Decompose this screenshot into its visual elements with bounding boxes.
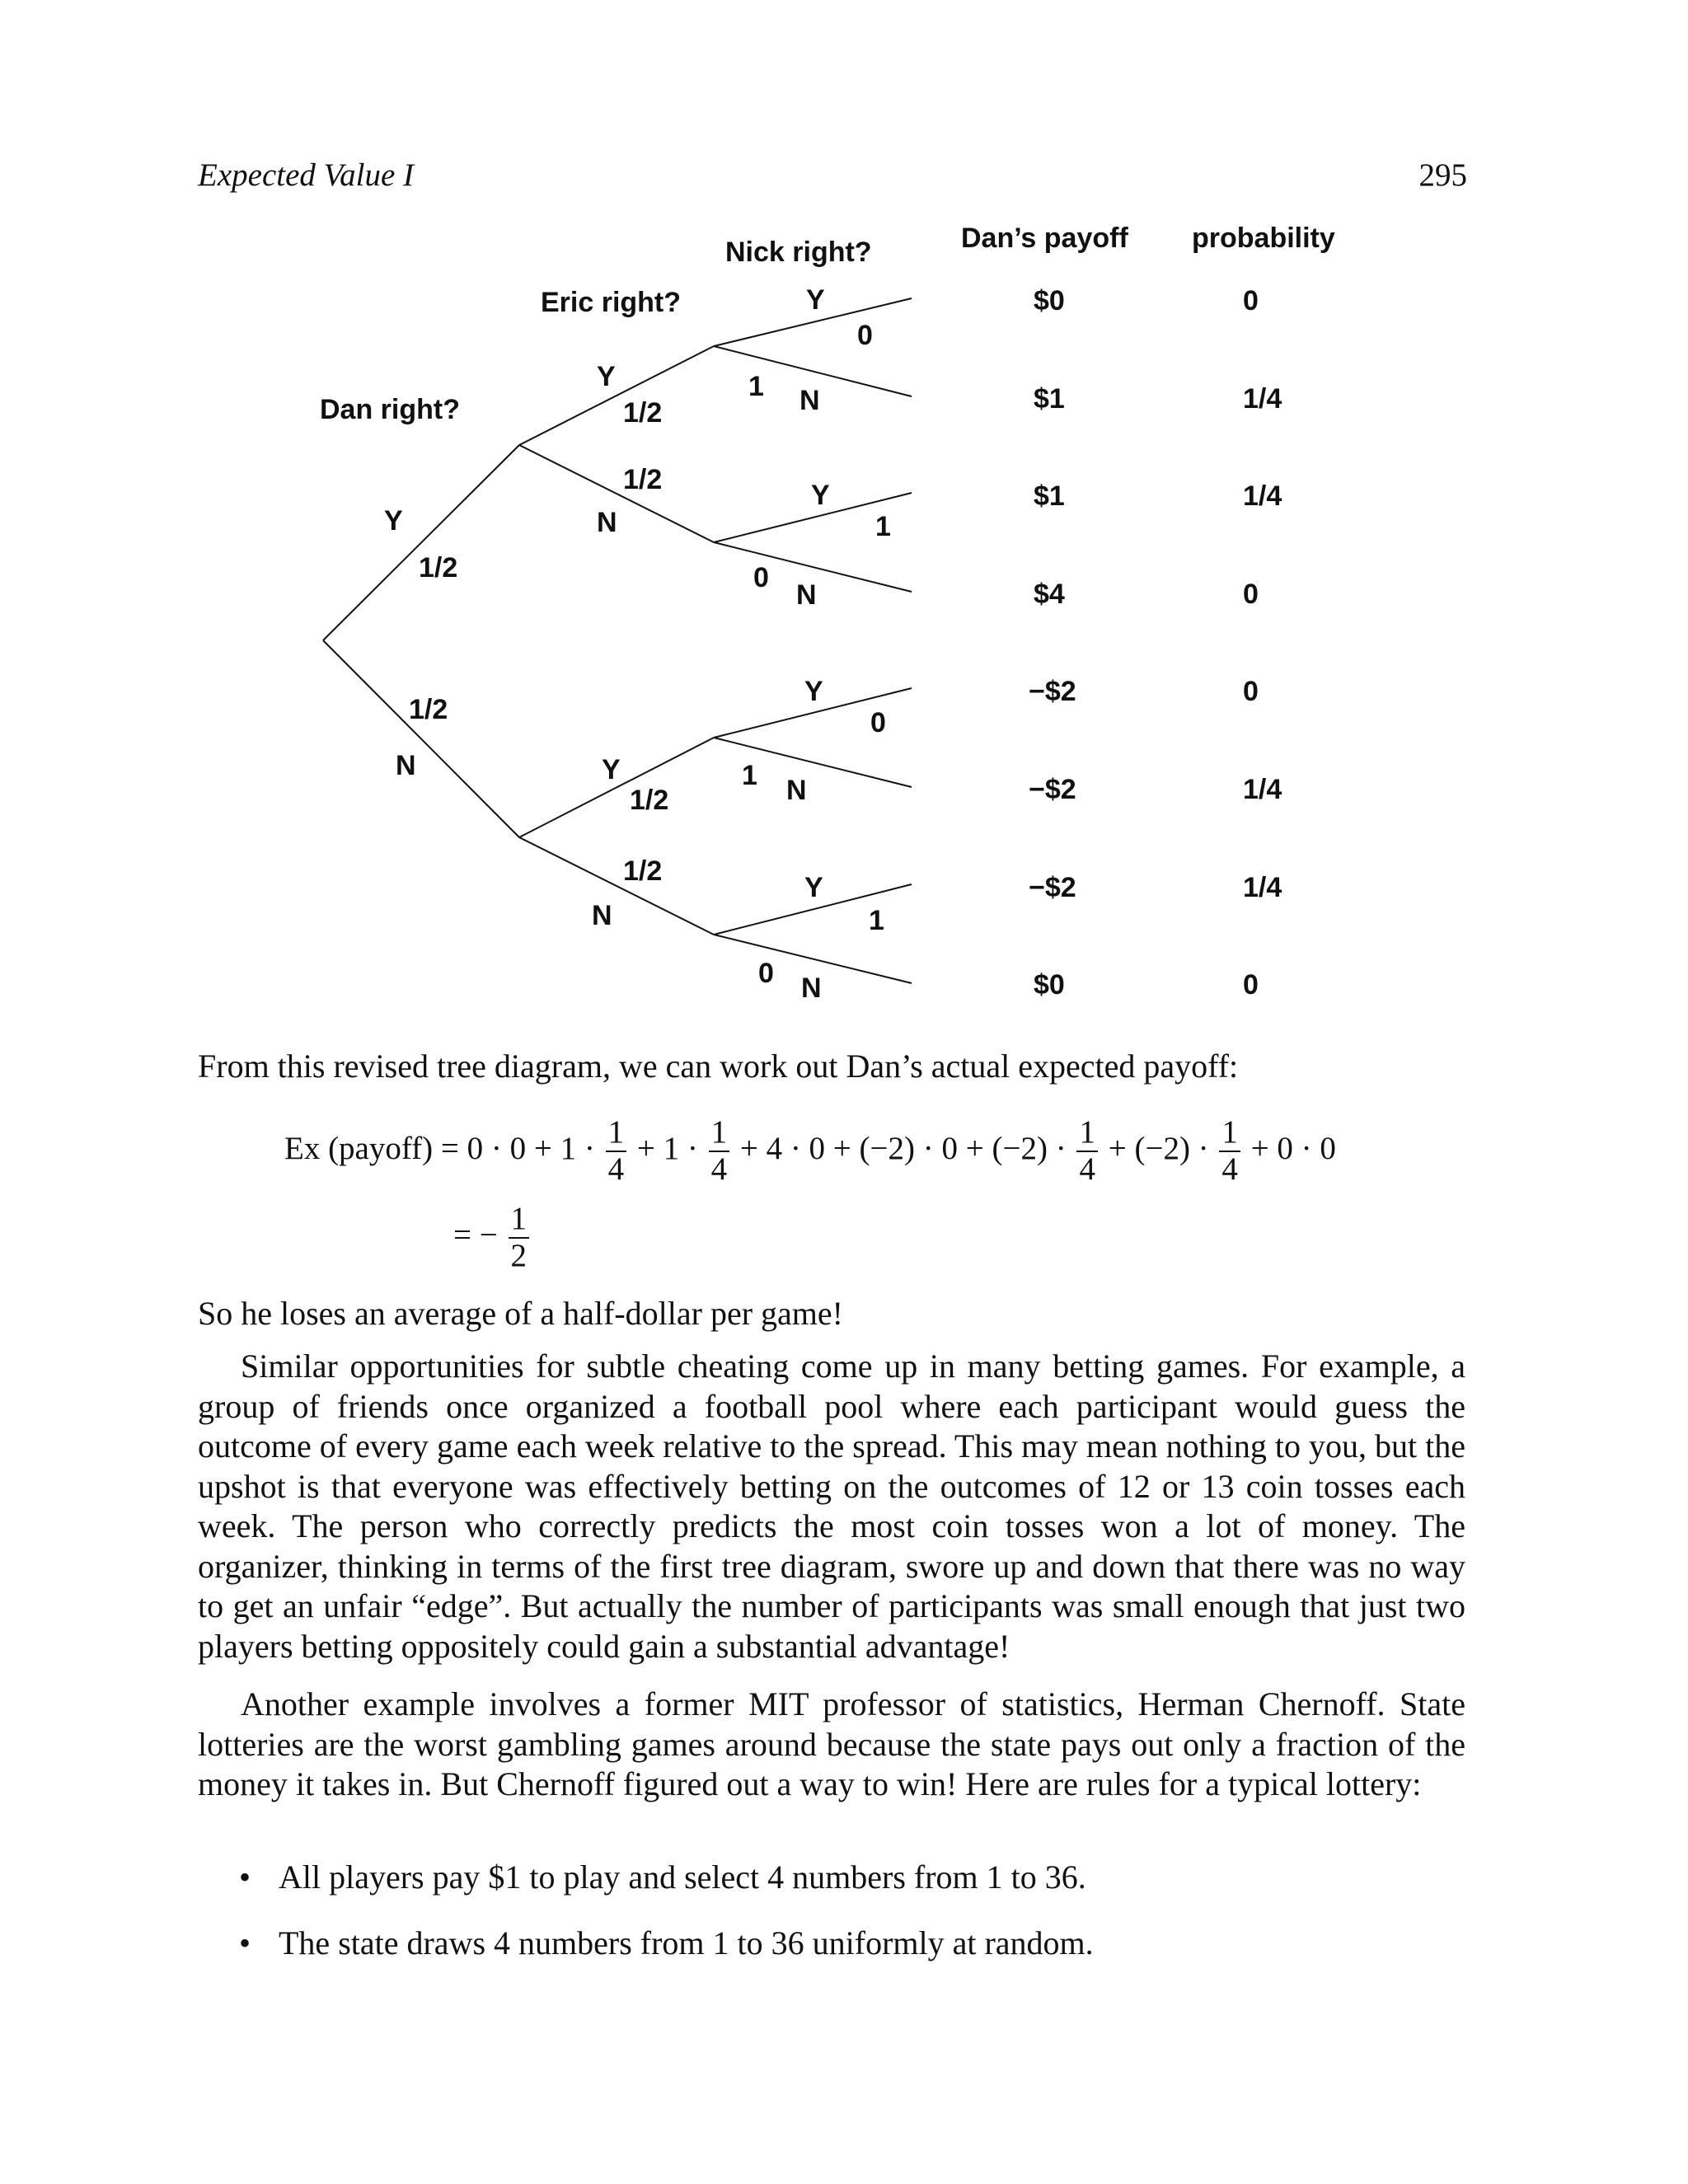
prob-dan-no: 1/2 bbox=[409, 694, 448, 725]
branch-eric-lower-no bbox=[519, 837, 714, 935]
label-eric-upper-no: N bbox=[597, 507, 617, 538]
probability-outcome-7: 1/4 bbox=[1243, 872, 1282, 903]
prob-nick-b-yes: 1 bbox=[875, 511, 891, 542]
branch-dan-yes bbox=[323, 445, 519, 640]
payoff-outcome-3: $1 bbox=[1034, 480, 1065, 512]
probability-outcome-5: 0 bbox=[1243, 676, 1259, 707]
prob-eric-upper-no: 1/2 bbox=[623, 464, 663, 495]
fraction-one-quarter: $\frac{1}{4}$ bbox=[709, 1115, 730, 1188]
prob-eric-lower-no: 1/2 bbox=[623, 855, 663, 887]
paragraph-football-pool: Similar opportunities for subtle cheating come up in many betting games. For example, a group of friends once organized a football pool where each participant would guess the outcome of every game each week relative to the spread. This may mean nothing to you, but the upshot is that everyone was effectively betting on the outcomes of 12 or 13 coin tosses each week. The person who correctly predicts the most coin tosses won a lot of money. The organizer, thinking in terms of the first tree diagram, swore up and down that there was no way to get an unfair “edge”. But actually the number of participants was small enough that just two players betting oppositely could gain a substantial advantage! bbox=[198, 1347, 1465, 1665]
branch-eric-upper-yes bbox=[519, 346, 714, 445]
payoff-outcome-4: $4 bbox=[1034, 579, 1065, 610]
paragraph-chernoff: Another example involves a former MIT professor of statistics, Herman Chernoff. State lotteries are the worst gambling games around because the state pays out only a fraction of the money it takes in. But Chernoff figured out a way to win! Here are rules for a typical lottery: bbox=[198, 1685, 1465, 1802]
header-nick-right: Nick right? bbox=[725, 237, 872, 268]
label-nick-a-no: N bbox=[799, 385, 820, 416]
equation-term-2: + 1 · bbox=[636, 1130, 698, 1166]
label-nick-b-yes: Y bbox=[811, 480, 830, 511]
fraction-one-half: $\frac{1}{2}$ bbox=[509, 1202, 530, 1274]
prob-nick-a-yes: 0 bbox=[857, 320, 873, 351]
page-number: 295 bbox=[1418, 157, 1467, 193]
header-eric-right: Eric right? bbox=[541, 287, 682, 318]
fraction-one-quarter: $\frac{1}{4}$ bbox=[606, 1115, 627, 1188]
label-nick-b-no: N bbox=[796, 579, 817, 611]
probability-outcome-6: 1/4 bbox=[1243, 774, 1282, 805]
prob-nick-c-yes: 0 bbox=[870, 707, 886, 738]
header-dans-payoff: Dan’s payoff bbox=[961, 223, 1128, 254]
branch-eric-lower-yes bbox=[519, 738, 714, 837]
bullet-icon: • bbox=[239, 1858, 251, 1896]
prob-nick-a-no: 1 bbox=[748, 371, 764, 402]
equation-term-3: + 4 · 0 + (−2) · 0 + (−2) · bbox=[739, 1130, 1067, 1166]
label-nick-c-yes: Y bbox=[804, 676, 823, 707]
list-item: • All players pay $1 to play and select 4 numbers from 1 to 36. bbox=[239, 1858, 1086, 1896]
payoff-outcome-5: −$2 bbox=[1029, 676, 1076, 707]
prob-nick-b-no: 0 bbox=[753, 562, 769, 593]
probability-outcome-1: 0 bbox=[1243, 285, 1259, 316]
payoff-outcome-2: $1 bbox=[1034, 383, 1065, 415]
payoff-outcome-1: $0 bbox=[1034, 285, 1065, 316]
prob-eric-upper-yes: 1/2 bbox=[623, 397, 663, 429]
header-dan-right: Dan right? bbox=[320, 394, 460, 425]
payoff-outcome-8: $0 bbox=[1034, 969, 1065, 1001]
label-eric-lower-yes: Y bbox=[602, 754, 621, 785]
payoff-outcome-6: −$2 bbox=[1029, 774, 1076, 805]
prob-dan-yes: 1/2 bbox=[419, 552, 458, 583]
equation-result bbox=[453, 1202, 532, 1274]
prob-eric-lower-yes: 1/2 bbox=[630, 785, 669, 816]
probability-outcome-4: 0 bbox=[1243, 579, 1259, 610]
fraction-one-quarter: $\frac{1}{4}$ bbox=[1219, 1115, 1240, 1188]
running-header-title: Expected Value I bbox=[198, 157, 415, 193]
label-eric-upper-yes: Y bbox=[597, 361, 616, 392]
probability-outcome-8: 0 bbox=[1243, 969, 1259, 1001]
equation-lhs: Ex (payoff) = 0 · 0 + 1 · bbox=[284, 1130, 595, 1166]
branch-dan-no bbox=[323, 640, 519, 837]
label-nick-d-no: N bbox=[801, 972, 822, 1004]
prob-nick-d-no: 0 bbox=[758, 958, 774, 989]
header-probability: probability bbox=[1192, 223, 1335, 254]
prob-nick-c-no: 1 bbox=[742, 760, 757, 791]
label-nick-d-yes: Y bbox=[804, 872, 823, 903]
probability-outcome-2: 1/4 bbox=[1243, 383, 1282, 415]
probability-outcome-3: 1/4 bbox=[1243, 480, 1282, 512]
equation-term-5: + 0 · 0 bbox=[1250, 1130, 1336, 1166]
expected-payoff-equation bbox=[284, 1115, 1336, 1188]
probability-tree-diagram bbox=[0, 0, 1688, 1038]
payoff-outcome-7: −$2 bbox=[1029, 872, 1076, 903]
label-nick-c-no: N bbox=[786, 775, 807, 806]
label-eric-lower-no: N bbox=[592, 900, 612, 931]
conclusion-sentence: So he loses an average of a half-dollar per game! bbox=[198, 1295, 843, 1332]
intro-sentence: From this revised tree diagram, we can work out Dan’s actual expected payoff: bbox=[198, 1047, 1239, 1085]
bullet-icon: • bbox=[239, 1924, 251, 1961]
label-dan-no: N bbox=[396, 750, 416, 781]
label-dan-yes: Y bbox=[384, 505, 403, 537]
label-nick-a-yes: Y bbox=[806, 284, 825, 316]
list-item: • The state draws 4 numbers from 1 to 36 uniformly at random. bbox=[239, 1924, 1094, 1961]
prob-nick-d-yes: 1 bbox=[869, 905, 884, 936]
fraction-one-quarter: $\frac{1}{4}$ bbox=[1076, 1115, 1098, 1188]
equation-term-4: + (−2) · bbox=[1108, 1130, 1209, 1166]
result-prefix: = − bbox=[453, 1216, 498, 1253]
